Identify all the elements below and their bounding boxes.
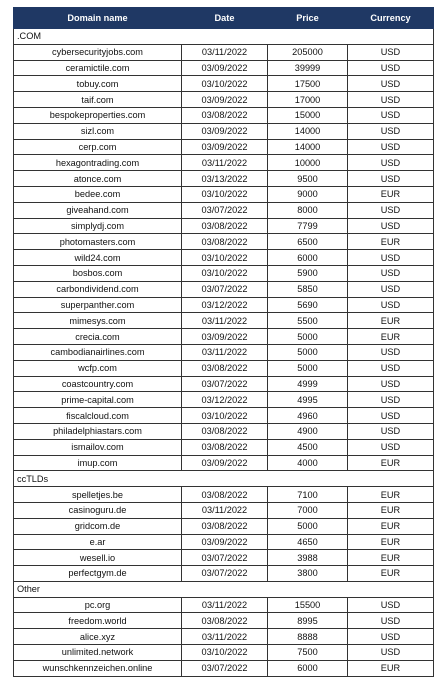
- section-row: [14, 581, 434, 597]
- price-cell[interactable]: 7799: [268, 218, 348, 234]
- currency-cell[interactable]: EUR: [348, 313, 434, 329]
- price-cell[interactable]: 7100: [268, 487, 348, 503]
- price-cell[interactable]: 39999: [268, 60, 348, 76]
- table-row: [14, 139, 434, 155]
- domain-cell[interactable]: photomasters.com: [14, 234, 182, 250]
- price-cell[interactable]: 205000: [268, 44, 348, 60]
- price-cell[interactable]: 5690: [268, 297, 348, 313]
- currency-cell[interactable]: USD: [348, 423, 434, 439]
- table-row: [14, 313, 434, 329]
- currency-cell[interactable]: USD: [348, 202, 434, 218]
- currency-cell[interactable]: USD: [348, 297, 434, 313]
- table-row: [14, 344, 434, 360]
- table-row: [14, 92, 434, 108]
- currency-cell[interactable]: EUR: [348, 518, 434, 534]
- currency-cell[interactable]: USD: [348, 376, 434, 392]
- table-row: [14, 455, 434, 471]
- date-cell[interactable]: 03/11/2022: [182, 629, 268, 645]
- price-cell[interactable]: 6500: [268, 234, 348, 250]
- price-cell[interactable]: 5500: [268, 313, 348, 329]
- date-cell[interactable]: 03/08/2022: [182, 360, 268, 376]
- domain-cell[interactable]: fiscalcloud.com: [14, 408, 182, 424]
- date-cell[interactable]: 03/12/2022: [182, 297, 268, 313]
- date-cell[interactable]: 03/10/2022: [182, 186, 268, 202]
- date-cell[interactable]: 03/09/2022: [182, 92, 268, 108]
- header-price[interactable]: Price: [268, 8, 348, 29]
- date-cell[interactable]: 03/09/2022: [182, 534, 268, 550]
- currency-cell[interactable]: EUR: [348, 329, 434, 345]
- table-row: [14, 329, 434, 345]
- domain-cell[interactable]: simplydj.com: [14, 218, 182, 234]
- price-cell[interactable]: 9500: [268, 171, 348, 187]
- domain-cell[interactable]: spelletjes.be: [14, 487, 182, 503]
- price-cell[interactable]: 14000: [268, 123, 348, 139]
- date-cell[interactable]: 03/08/2022: [182, 518, 268, 534]
- section-title[interactable]: Other: [14, 581, 434, 597]
- table-row: [14, 250, 434, 266]
- currency-cell[interactable]: USD: [348, 360, 434, 376]
- domain-sales-table: [13, 7, 434, 677]
- table-row: [14, 550, 434, 566]
- date-cell[interactable]: 03/11/2022: [182, 344, 268, 360]
- table-row: [14, 155, 434, 171]
- price-cell[interactable]: 14000: [268, 139, 348, 155]
- currency-cell[interactable]: USD: [348, 392, 434, 408]
- price-cell[interactable]: 4999: [268, 376, 348, 392]
- date-cell[interactable]: 03/08/2022: [182, 487, 268, 503]
- currency-cell[interactable]: USD: [348, 629, 434, 645]
- date-cell[interactable]: 03/09/2022: [182, 123, 268, 139]
- price-cell[interactable]: 4995: [268, 392, 348, 408]
- date-cell[interactable]: 03/08/2022: [182, 234, 268, 250]
- section-row: [14, 29, 434, 45]
- domain-cell[interactable]: freedom.world: [14, 613, 182, 629]
- currency-cell[interactable]: EUR: [348, 534, 434, 550]
- table-row: [14, 629, 434, 645]
- domain-cell[interactable]: wunschkennzeichen.online: [14, 660, 182, 676]
- domain-cell[interactable]: ceramictile.com: [14, 60, 182, 76]
- date-cell[interactable]: 03/08/2022: [182, 613, 268, 629]
- table-row: [14, 171, 434, 187]
- date-cell[interactable]: 03/09/2022: [182, 329, 268, 345]
- price-cell[interactable]: 8888: [268, 629, 348, 645]
- currency-cell[interactable]: USD: [348, 92, 434, 108]
- currency-cell[interactable]: USD: [348, 281, 434, 297]
- domain-cell[interactable]: alice.xyz: [14, 629, 182, 645]
- date-cell[interactable]: 03/09/2022: [182, 139, 268, 155]
- currency-cell[interactable]: USD: [348, 171, 434, 187]
- domain-cell[interactable]: cerp.com: [14, 139, 182, 155]
- domain-cell[interactable]: prime-capital.com: [14, 392, 182, 408]
- date-cell[interactable]: 03/08/2022: [182, 218, 268, 234]
- table-row: [14, 218, 434, 234]
- table-row: [14, 613, 434, 629]
- price-cell[interactable]: 4960: [268, 408, 348, 424]
- domain-cell[interactable]: philadelphiastars.com: [14, 423, 182, 439]
- price-cell[interactable]: 8000: [268, 202, 348, 218]
- date-cell[interactable]: 03/10/2022: [182, 250, 268, 266]
- currency-cell[interactable]: USD: [348, 250, 434, 266]
- header-row: [14, 8, 434, 29]
- domain-cell[interactable]: imup.com: [14, 455, 182, 471]
- date-cell[interactable]: 03/11/2022: [182, 313, 268, 329]
- price-cell[interactable]: 4500: [268, 439, 348, 455]
- header-date[interactable]: Date: [182, 8, 268, 29]
- currency-cell[interactable]: USD: [348, 155, 434, 171]
- date-cell[interactable]: 03/10/2022: [182, 408, 268, 424]
- date-cell[interactable]: 03/10/2022: [182, 76, 268, 92]
- table-row: [14, 487, 434, 503]
- domain-cell[interactable]: cybersecurityjobs.com: [14, 44, 182, 60]
- table-row: [14, 566, 434, 582]
- domain-cell[interactable]: cambodianairlines.com: [14, 344, 182, 360]
- table-row: [14, 518, 434, 534]
- domain-cell[interactable]: crecia.com: [14, 329, 182, 345]
- currency-cell[interactable]: EUR: [348, 660, 434, 676]
- section-title[interactable]: .COM: [14, 29, 434, 45]
- header-currency[interactable]: Currency: [348, 8, 434, 29]
- section-title[interactable]: ccTLDs: [14, 471, 434, 487]
- price-cell[interactable]: 17000: [268, 92, 348, 108]
- currency-cell[interactable]: USD: [348, 139, 434, 155]
- currency-cell[interactable]: USD: [348, 408, 434, 424]
- domain-cell[interactable]: casinoguru.de: [14, 502, 182, 518]
- price-cell[interactable]: 7000: [268, 502, 348, 518]
- domain-sales-sheet: [13, 7, 434, 677]
- currency-cell[interactable]: USD: [348, 107, 434, 123]
- price-cell[interactable]: 4900: [268, 423, 348, 439]
- currency-cell[interactable]: USD: [348, 44, 434, 60]
- currency-cell[interactable]: EUR: [348, 186, 434, 202]
- price-cell[interactable]: 7500: [268, 645, 348, 661]
- table-row: [14, 360, 434, 376]
- domain-cell[interactable]: perfectgym.de: [14, 566, 182, 582]
- date-cell[interactable]: 03/07/2022: [182, 281, 268, 297]
- domain-cell[interactable]: gridcom.de: [14, 518, 182, 534]
- currency-cell[interactable]: EUR: [348, 566, 434, 582]
- currency-cell[interactable]: USD: [348, 60, 434, 76]
- price-cell[interactable]: 15000: [268, 107, 348, 123]
- table-row: [14, 597, 434, 613]
- price-cell[interactable]: 5000: [268, 360, 348, 376]
- price-cell[interactable]: 3800: [268, 566, 348, 582]
- currency-cell[interactable]: EUR: [348, 234, 434, 250]
- price-cell[interactable]: 5900: [268, 265, 348, 281]
- date-cell[interactable]: 03/08/2022: [182, 423, 268, 439]
- price-cell[interactable]: 10000: [268, 155, 348, 171]
- date-cell[interactable]: 03/07/2022: [182, 566, 268, 582]
- currency-cell[interactable]: USD: [348, 645, 434, 661]
- domain-cell[interactable]: sizl.com: [14, 123, 182, 139]
- domain-cell[interactable]: superpanther.com: [14, 297, 182, 313]
- date-cell[interactable]: 03/10/2022: [182, 265, 268, 281]
- table-row: [14, 645, 434, 661]
- table-body: [14, 29, 434, 677]
- date-cell[interactable]: 03/11/2022: [182, 502, 268, 518]
- currency-cell[interactable]: USD: [348, 123, 434, 139]
- table-row: [14, 660, 434, 676]
- table-row: [14, 534, 434, 550]
- price-cell[interactable]: 5000: [268, 329, 348, 345]
- price-cell[interactable]: 4650: [268, 534, 348, 550]
- domain-cell[interactable]: e.ar: [14, 534, 182, 550]
- domain-cell[interactable]: bedee.com: [14, 186, 182, 202]
- currency-cell[interactable]: USD: [348, 218, 434, 234]
- price-cell[interactable]: 5000: [268, 518, 348, 534]
- domain-cell[interactable]: bespokeproperties.com: [14, 107, 182, 123]
- table-row: [14, 376, 434, 392]
- table-row: [14, 186, 434, 202]
- date-cell[interactable]: 03/07/2022: [182, 376, 268, 392]
- table-row: [14, 281, 434, 297]
- currency-cell[interactable]: USD: [348, 265, 434, 281]
- domain-cell[interactable]: hexagontrading.com: [14, 155, 182, 171]
- price-cell[interactable]: 3988: [268, 550, 348, 566]
- section-row: [14, 471, 434, 487]
- price-cell[interactable]: 6000: [268, 660, 348, 676]
- date-cell[interactable]: 03/13/2022: [182, 171, 268, 187]
- table-row: [14, 44, 434, 60]
- table-row: [14, 60, 434, 76]
- date-cell[interactable]: 03/12/2022: [182, 392, 268, 408]
- domain-cell[interactable]: taif.com: [14, 92, 182, 108]
- domain-cell[interactable]: atonce.com: [14, 171, 182, 187]
- domain-cell[interactable]: unlimited.network: [14, 645, 182, 661]
- table-row: [14, 202, 434, 218]
- date-cell[interactable]: 03/09/2022: [182, 60, 268, 76]
- currency-cell[interactable]: USD: [348, 613, 434, 629]
- price-cell[interactable]: 8995: [268, 613, 348, 629]
- domain-cell[interactable]: bosbos.com: [14, 265, 182, 281]
- date-cell[interactable]: 03/11/2022: [182, 597, 268, 613]
- domain-cell[interactable]: mimesys.com: [14, 313, 182, 329]
- table-row: [14, 439, 434, 455]
- currency-cell[interactable]: EUR: [348, 502, 434, 518]
- table-row: [14, 107, 434, 123]
- price-cell[interactable]: 9000: [268, 186, 348, 202]
- table-row: [14, 265, 434, 281]
- price-cell[interactable]: 6000: [268, 250, 348, 266]
- table-row: [14, 234, 434, 250]
- date-cell[interactable]: 03/11/2022: [182, 155, 268, 171]
- price-cell[interactable]: 5000: [268, 344, 348, 360]
- price-cell[interactable]: 15500: [268, 597, 348, 613]
- date-cell[interactable]: 03/07/2022: [182, 202, 268, 218]
- table-row: [14, 123, 434, 139]
- table-row: [14, 297, 434, 313]
- table-row: [14, 392, 434, 408]
- date-cell[interactable]: 03/09/2022: [182, 455, 268, 471]
- domain-cell[interactable]: pc.org: [14, 597, 182, 613]
- currency-cell[interactable]: USD: [348, 76, 434, 92]
- currency-cell[interactable]: EUR: [348, 550, 434, 566]
- header-domain-name[interactable]: Domain name: [14, 8, 182, 29]
- currency-cell[interactable]: EUR: [348, 487, 434, 503]
- date-cell[interactable]: 03/10/2022: [182, 645, 268, 661]
- date-cell[interactable]: 03/08/2022: [182, 439, 268, 455]
- table-row: [14, 423, 434, 439]
- currency-cell[interactable]: USD: [348, 597, 434, 613]
- price-cell[interactable]: 5850: [268, 281, 348, 297]
- price-cell[interactable]: 17500: [268, 76, 348, 92]
- currency-cell[interactable]: EUR: [348, 455, 434, 471]
- date-cell[interactable]: 03/07/2022: [182, 660, 268, 676]
- date-cell[interactable]: 03/07/2022: [182, 550, 268, 566]
- date-cell[interactable]: 03/08/2022: [182, 107, 268, 123]
- domain-cell[interactable]: carbondividend.com: [14, 281, 182, 297]
- date-cell[interactable]: 03/11/2022: [182, 44, 268, 60]
- currency-cell[interactable]: USD: [348, 344, 434, 360]
- domain-cell[interactable]: wesell.io: [14, 550, 182, 566]
- domain-cell[interactable]: tobuy.com: [14, 76, 182, 92]
- currency-cell[interactable]: USD: [348, 439, 434, 455]
- table-row: [14, 76, 434, 92]
- domain-cell[interactable]: wcfp.com: [14, 360, 182, 376]
- domain-cell[interactable]: wild24.com: [14, 250, 182, 266]
- price-cell[interactable]: 4000: [268, 455, 348, 471]
- domain-cell[interactable]: ismailov.com: [14, 439, 182, 455]
- table-row: [14, 502, 434, 518]
- domain-cell[interactable]: giveahand.com: [14, 202, 182, 218]
- table-row: [14, 408, 434, 424]
- domain-cell[interactable]: coastcountry.com: [14, 376, 182, 392]
